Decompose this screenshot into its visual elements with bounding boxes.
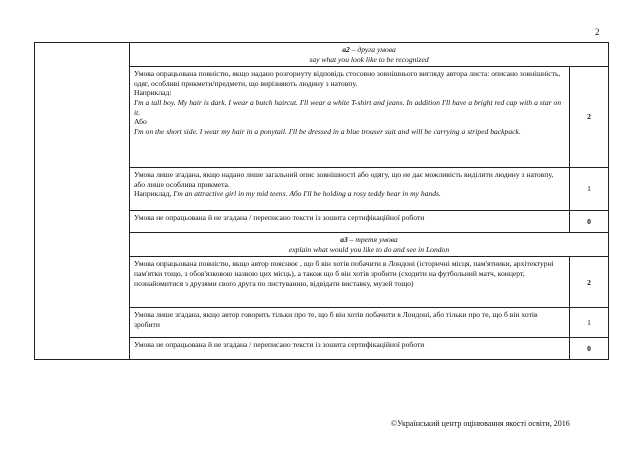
example-text: I'm a tall boy. My hair is dark. I wear a butch haircut. I'll wear a white T-shirt and jeans. In addition I'll have a bright red cap with a star on it. bbox=[134, 97, 562, 117]
criteria-description: Умова опрацьована повністю, якщо надано розгорнуту відповідь стосовно зовнішнього вигляду автора листа: описано зовнішність, одяг, особливі прикмети/предмети, що вирізняють людину з натовпу. bbox=[134, 69, 561, 88]
score-cell: 0 bbox=[570, 211, 609, 233]
page-number: 2 bbox=[595, 27, 600, 37]
criteria-text bbox=[130, 67, 570, 168]
section-code: a2 bbox=[342, 45, 350, 54]
criteria-text bbox=[130, 168, 570, 211]
score-cell: 2 bbox=[570, 257, 609, 308]
criteria-text: Умова не опрацьована й не згадана / переписано тексти із зошита сертифікаційної роботи bbox=[130, 338, 570, 360]
criteria-table bbox=[34, 42, 609, 360]
criteria-text: Умова опрацьована повністю, якщо автор пояснює , що б він хотів побачити в Лондоні (історичні місця, пам'ятники, архітектурні пам'ятки тощо, з обов'язковою назвою цих місць), а також що б він хотів зробити (сходити на футбольний матч, концерт, познайомитися з друзями свого друга по листуванню, відвідати виставку, музей тощо) bbox=[130, 257, 570, 308]
example-text: I'm an attractive girl in my mid teens. Або I'll be holding a rosy teddy bear in my hands. bbox=[173, 189, 441, 199]
score-cell: 2 bbox=[570, 67, 609, 168]
left-empty-column bbox=[35, 43, 130, 360]
criteria-text: Умова лише згадана, якщо автор говорить тільки про те, що б він хотів побачити в Лондоні, або тільки про те, що б він хотів зробити bbox=[130, 308, 570, 338]
section-code: a3 bbox=[340, 235, 348, 245]
section-subtitle: explain what would you like to do and see in London bbox=[288, 244, 450, 254]
example-text: I'm on the short side. I wear my hair in a ponytail. I'll be dressed in a blue trouser suit and will be carrying a striped backpack. bbox=[134, 126, 521, 136]
example-or: Або bbox=[134, 117, 147, 127]
example-label: Наприклад: bbox=[134, 88, 172, 98]
section-title: – третя умова bbox=[347, 235, 398, 245]
score-cell: 1 bbox=[570, 168, 609, 211]
criteria-text: Умова не опрацьована й не згадана / переписано тексти із зошита сертифікаційної роботи bbox=[130, 211, 570, 233]
criteria-description: Умова лише згадана, якщо надано лише загальний опис зовнішності або одягу, що не дає можливість виділити людину з натовпу, або лише особлива прикмета. bbox=[134, 170, 554, 189]
section-subtitle: say what you look like to be recognized bbox=[309, 54, 429, 64]
section-a2-header-row bbox=[35, 43, 609, 67]
section-title: – друга умова bbox=[349, 45, 396, 54]
section-heading-a2 bbox=[130, 43, 609, 67]
section-heading-a3 bbox=[130, 233, 609, 257]
score-cell: 0 bbox=[570, 338, 609, 360]
score-cell: 1 bbox=[570, 308, 609, 338]
example-label: Наприклад, bbox=[134, 189, 174, 199]
footer-copyright: ©Український центр оцінювання якості освіти, 2016 bbox=[391, 419, 570, 428]
